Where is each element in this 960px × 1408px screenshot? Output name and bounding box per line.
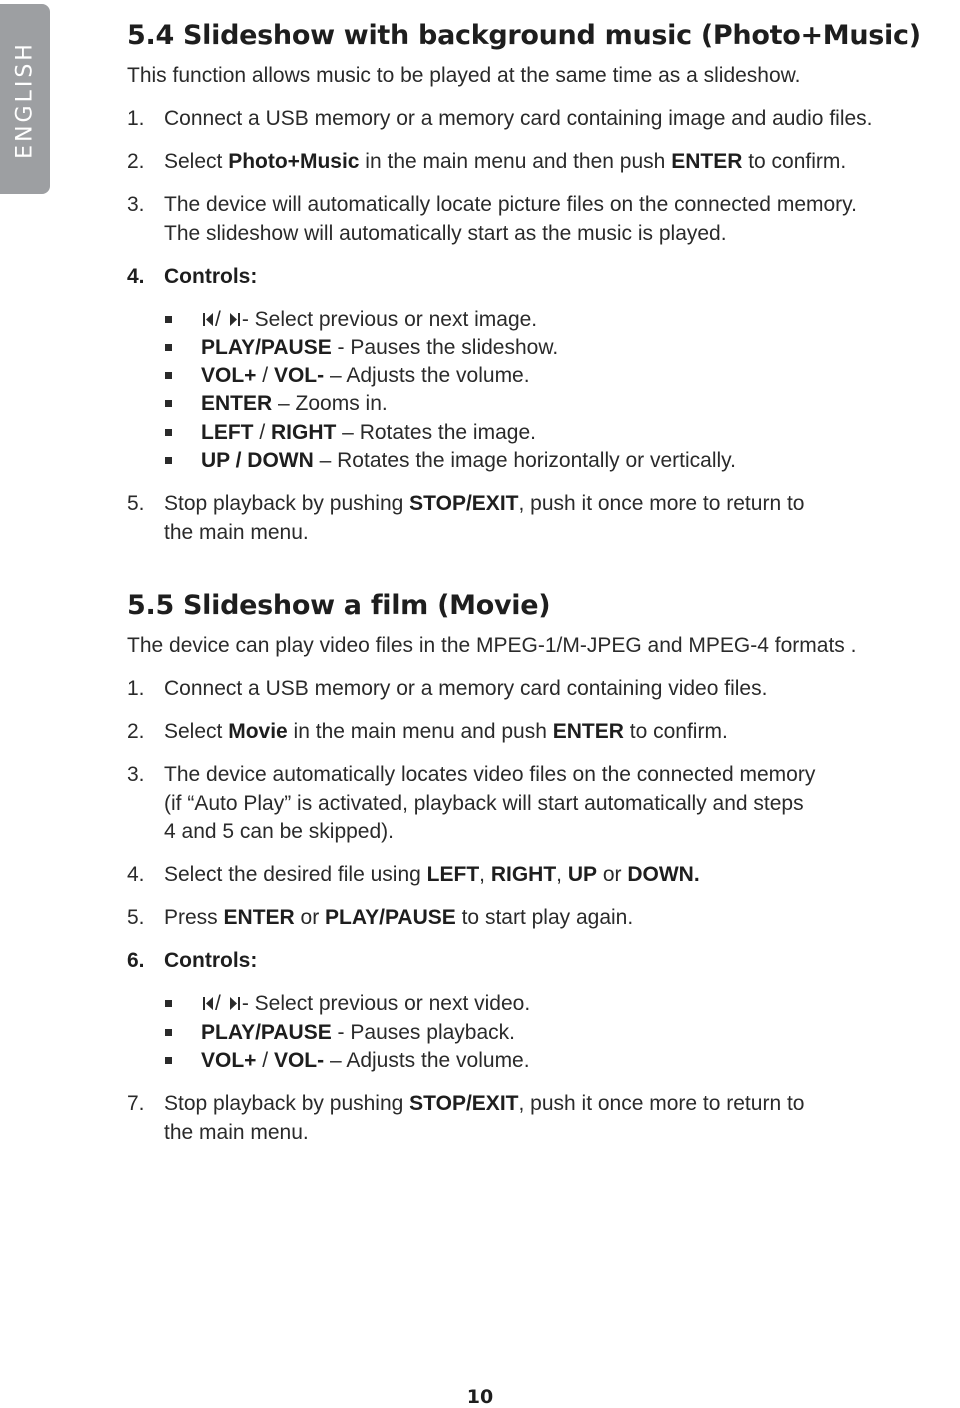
step-number: 2.	[127, 150, 145, 173]
step-text: (if “Auto Play” is activated, playback will start automatically and steps	[164, 792, 804, 815]
text-run: – Adjusts the volume.	[324, 1049, 530, 1072]
text-run: , push it once more to return to	[518, 1092, 805, 1115]
bullet	[165, 429, 172, 436]
step-text	[164, 147, 846, 176]
step-number: 3.	[127, 193, 145, 216]
bullet	[165, 400, 172, 407]
step-number: 1.	[127, 107, 145, 130]
key-term: PLAY/PAUSE	[201, 1021, 332, 1044]
step-number: 4.	[127, 265, 145, 288]
text-run: to start play again.	[455, 906, 634, 929]
section-5-4-intro: This function allows music to be played at the same time as a slideshow.	[127, 64, 801, 87]
bullet	[165, 316, 172, 323]
text-run: , push it once more to return to	[518, 492, 805, 515]
key-term: RIGHT	[490, 863, 557, 886]
step-text	[164, 860, 700, 889]
section-5-5-title: 5.5 Slideshow a film (Movie)	[127, 590, 551, 621]
step-text	[164, 489, 804, 518]
key-term: VOL-	[273, 1049, 325, 1072]
text-run: – Rotates the image horizontally or vertically.	[313, 449, 736, 472]
text-run: Stop playback by pushing	[164, 1092, 410, 1115]
step-text	[164, 903, 633, 932]
key-term: DOWN.	[627, 863, 700, 886]
key-term: VOL+	[201, 1049, 257, 1072]
separator: /	[253, 421, 272, 444]
control-text	[201, 333, 558, 362]
text-run: – Zooms in.	[272, 392, 388, 415]
section-5-4-title: 5.4 Slideshow with background music (Photo+Music)	[127, 20, 921, 51]
key-term: ENTER	[223, 906, 295, 929]
text-run: in the main menu and push	[287, 720, 553, 743]
step-text: the main menu.	[164, 521, 309, 544]
language-tab	[0, 4, 50, 194]
text-run: Select	[164, 150, 229, 173]
key-term: STOP/EXIT	[409, 1092, 519, 1115]
bullet	[165, 372, 172, 379]
key-term: PLAY/PAUSE	[201, 336, 332, 359]
text-run: to confirm.	[623, 720, 728, 743]
key-term: VOL-	[273, 364, 325, 387]
control-text	[201, 418, 536, 447]
menu-term: Movie	[228, 720, 288, 743]
bullet	[165, 457, 172, 464]
step-text	[164, 717, 728, 746]
control-text	[201, 1018, 515, 1047]
text-run: Select	[164, 720, 229, 743]
bullet	[165, 1057, 172, 1064]
menu-term: Photo+Music	[228, 150, 360, 173]
skip-previous-icon	[202, 312, 214, 327]
text-run: - Pauses playback.	[331, 1021, 515, 1044]
control-text	[201, 389, 388, 418]
step-text: the main menu.	[164, 1121, 309, 1144]
key-term: ENTER	[201, 392, 273, 415]
text-run: to confirm.	[742, 150, 847, 173]
separator: /	[256, 364, 274, 387]
text-run: in the main menu and then push	[359, 150, 672, 173]
key-term: LEFT	[426, 863, 480, 886]
key-term: PLAY/PAUSE	[325, 906, 456, 929]
text-run: ,	[556, 863, 568, 886]
step-text	[164, 1089, 804, 1118]
text-run: or	[294, 906, 326, 929]
control-text	[201, 446, 736, 475]
text-run: Stop playback by pushing	[164, 492, 410, 515]
step-text: 4 and 5 can be skipped).	[164, 820, 394, 843]
control-text	[201, 989, 530, 1018]
bullet	[165, 344, 172, 351]
key-term: UP / DOWN	[201, 449, 314, 472]
section-5-5-intro: The device can play video files in the MPEG-1/M-JPEG and MPEG-4 formats .	[127, 634, 857, 657]
bullet	[165, 1029, 172, 1036]
key-term: LEFT	[201, 421, 254, 444]
key-term: VOL+	[201, 364, 257, 387]
step-text: Connect a USB memory or a memory card containing image and audio files.	[164, 107, 873, 130]
step-number: 6.	[127, 949, 145, 972]
controls-label: Controls:	[164, 949, 258, 972]
skip-next-icon	[229, 312, 241, 327]
text-run: Press	[164, 906, 224, 929]
text-run: - Pauses the slideshow.	[331, 336, 559, 359]
separator: /	[215, 308, 221, 331]
control-text	[201, 361, 530, 390]
key-term: ENTER	[552, 720, 624, 743]
text-run: or	[597, 863, 628, 886]
step-number: 4.	[127, 863, 145, 886]
text-run: Select the desired file using	[164, 863, 427, 886]
step-number: 2.	[127, 720, 145, 743]
page-number: 10	[466, 1386, 494, 1408]
language-label: ENGLISH	[12, 41, 38, 159]
step-text: The slideshow will automatically start as the music is played.	[164, 222, 727, 245]
control-text	[201, 1046, 530, 1075]
text-run: ,	[479, 863, 491, 886]
key-term: ENTER	[671, 150, 743, 173]
text-run: - Select previous or next video.	[241, 992, 531, 1015]
skip-previous-icon	[202, 996, 214, 1011]
separator: /	[215, 992, 221, 1015]
text-run: - Select previous or next image.	[241, 308, 538, 331]
bullet	[165, 1000, 172, 1007]
control-text	[201, 305, 537, 334]
step-number: 1.	[127, 677, 145, 700]
step-text: Connect a USB memory or a memory card containing video files.	[164, 677, 768, 700]
skip-next-icon	[229, 996, 241, 1011]
key-term: RIGHT	[271, 421, 337, 444]
separator: /	[256, 1049, 274, 1072]
text-run: – Adjusts the volume.	[324, 364, 530, 387]
text-run: – Rotates the image.	[336, 421, 536, 444]
step-text: The device will automatically locate picture files on the connected memory.	[164, 193, 857, 216]
step-text: The device automatically locates video files on the connected memory	[164, 763, 816, 786]
step-number: 3.	[127, 763, 145, 786]
step-number: 5.	[127, 492, 145, 515]
step-number: 7.	[127, 1092, 145, 1115]
key-term: UP	[567, 863, 598, 886]
step-number: 5.	[127, 906, 145, 929]
key-term: STOP/EXIT	[409, 492, 519, 515]
controls-label: Controls:	[164, 265, 258, 288]
